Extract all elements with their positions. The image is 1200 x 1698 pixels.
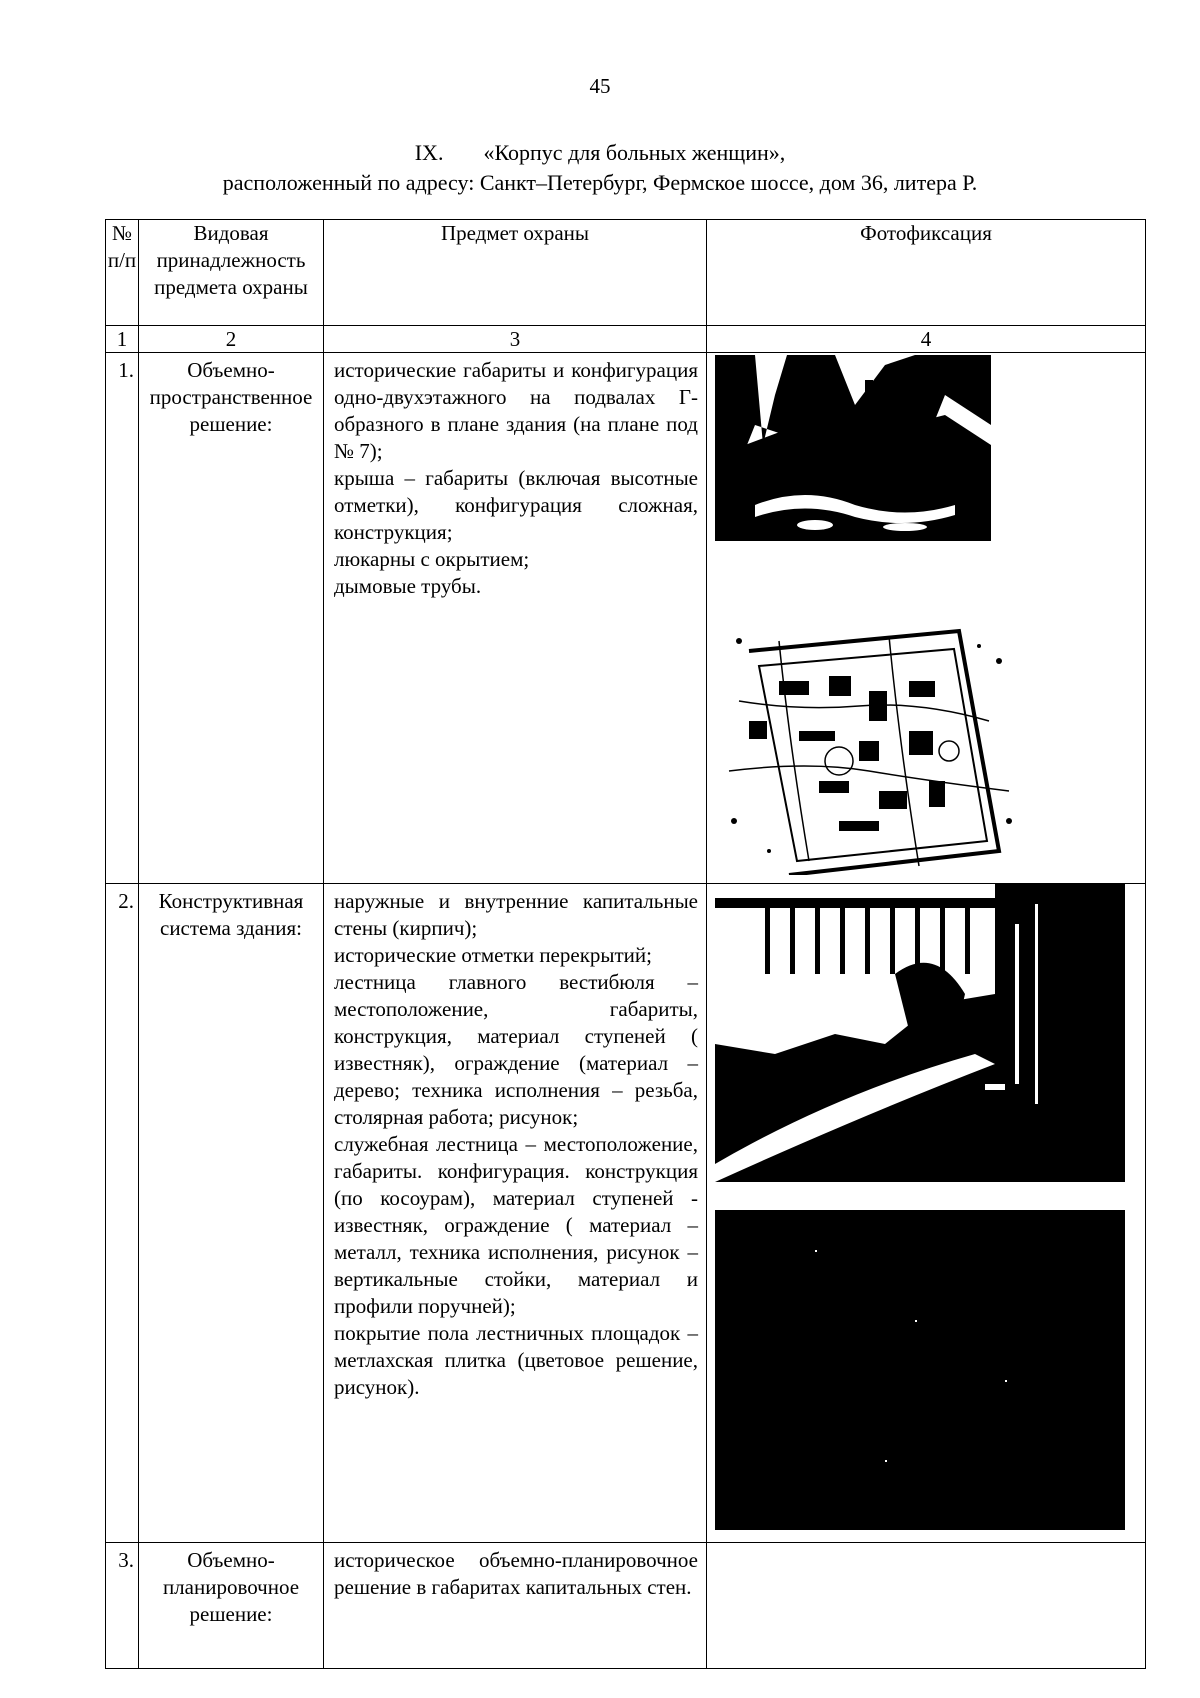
header-type: Видовая принадлежность предмета охраны (139, 220, 324, 326)
object-title: «Корпус для больных женщин», (483, 140, 786, 165)
service-staircase-photo (715, 1210, 1125, 1530)
row-photos (707, 353, 1146, 884)
row-number: 2. (106, 884, 139, 1543)
column-index-row (106, 326, 1146, 353)
main-staircase-photo (715, 884, 1125, 1182)
column-index: 3 (324, 326, 707, 353)
row-type: Объемно-планировочное решение: (139, 1543, 324, 1669)
header-number: № п/п (106, 220, 139, 326)
column-index: 2 (139, 326, 324, 353)
row-photos (707, 884, 1146, 1543)
row-subject (324, 353, 707, 884)
row-photos (707, 1543, 1146, 1669)
site-plan-image (719, 621, 1017, 875)
subject-item: крыша – габариты (включая высотные отметки), конфигурация сложная, конструкция; (334, 466, 698, 544)
column-index: 4 (707, 326, 1146, 353)
table-header-row (106, 220, 1146, 326)
protection-subject-table (105, 219, 1146, 1669)
header-subject: Предмет охраны (324, 220, 707, 326)
subject-item: исторические габариты и конфигурация одно-двухэтажного на подвалах Г-образного в плане здания (на плане под № 7); (334, 358, 698, 463)
heading-title-line (0, 138, 1200, 168)
row-type: Конструктивная система здания: (139, 884, 324, 1543)
row-number: 3. (106, 1543, 139, 1669)
subject-item: покрытие пола лестничных площадок – метлахская плитка (цветовое решение, рисунок). (334, 1321, 698, 1399)
row-type: Объемно-пространственное решение: (139, 353, 324, 884)
row-subject (324, 884, 707, 1543)
object-address: расположенный по адресу: Санкт–Петербург, Фермское шоссе, дом 36, литера Р. (222, 170, 978, 195)
subject-item: дымовые трубы. (334, 574, 482, 598)
page-number: 45 (589, 74, 611, 98)
section-number: IX. (414, 140, 444, 165)
table-row (106, 1543, 1146, 1669)
building-exterior-photo (715, 355, 991, 541)
document-heading (0, 138, 1200, 198)
header-photo: Фотофиксация (707, 220, 1146, 326)
subject-item: исторические отметки перекрытий; (334, 943, 652, 967)
subject-item: лестница главного вестибюля – местоположение, габариты, конструкция, материал ступеней ( известняк), ограждение (материал – дерево; техника исполнения – резьба, столярная работа; рисунок; (334, 970, 698, 1129)
row-subject (324, 1543, 707, 1669)
subject-item: служебная лестница – местоположение, габариты. конфигурация. конструкция (по косоурам), материал ступеней - известняк, ограждение ( материал – металл, техника исполнения, рисунок – вертикальные стойки, материал и профили поручней); (334, 1132, 698, 1318)
column-index: 1 (106, 326, 139, 353)
subject-item: люкарны с окрытием; (334, 547, 530, 571)
subject-item: историческое объемно-планировочное решение в габаритах капитальных стен. (334, 1548, 698, 1599)
table-row (106, 884, 1146, 1543)
row-number: 1. (106, 353, 139, 884)
subject-item: наружные и внутренние капитальные стены (кирпич); (334, 889, 698, 940)
table-row (106, 353, 1146, 884)
